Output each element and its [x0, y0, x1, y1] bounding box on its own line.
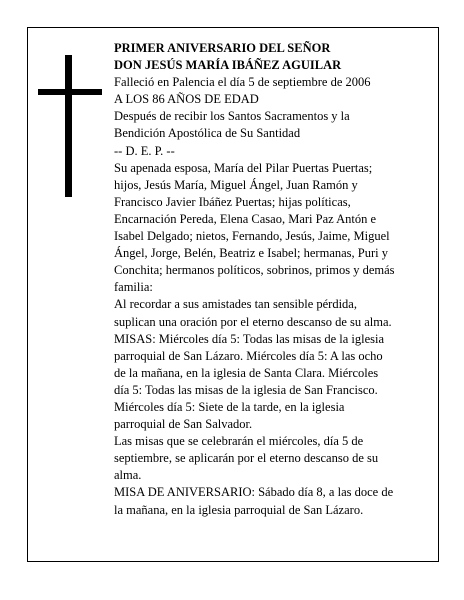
cross-icon — [38, 55, 102, 197]
death-info-line: Falleció en Palencia el día 5 de septiembre de 2006 — [114, 75, 371, 90]
notice-text — [114, 40, 426, 519]
masses-note-line-3: alma. — [114, 468, 142, 483]
masses-line-4: día 5: Todas las misas de la iglesia de San Francisco. — [114, 382, 378, 397]
family-line-8: familia: — [114, 280, 153, 295]
family-line-7: Conchita; hermanos políticos, sobrinos, primos y demás — [114, 263, 395, 278]
family-line-1: Su apenada esposa, María del Pilar Puertas Puertas; — [114, 160, 373, 175]
request-line-2: suplican una oración por el eterno descanso de su alma. — [114, 314, 392, 329]
request-line-1: Al recordar a sus amistades tan sensible pérdida, — [114, 297, 357, 312]
anniversary-mass-line-2: la mañana, en la iglesia parroquial de San Lázaro. — [114, 502, 364, 517]
age-line: A LOS 86 AÑOS DE EDAD — [114, 92, 259, 107]
family-line-5: Isabel Delgado; nietos, Fernando, Jesús, Jaime, Miguel — [114, 229, 390, 244]
masses-note-line-1: Las misas que se celebrarán el miércoles, día 5 de — [114, 434, 364, 449]
sacraments-line-1: Después de recibir los Santos Sacramentos y la — [114, 109, 350, 124]
masses-line-1: MISAS: Miércoles día 5: Todas las misas de la iglesia — [114, 331, 385, 346]
cross-vertical-bar — [65, 55, 72, 197]
notice-heading-line-1: PRIMER ANIVERSARIO DEL SEÑOR — [114, 41, 331, 55]
notice-heading-line-2: DON JESÚS MARÍA IBÁÑEZ AGUILAR — [114, 58, 342, 73]
family-line-2: hijos, Jesús María, Miguel Ángel, Juan Ramón y — [114, 177, 358, 192]
masses-line-6: parroquial de San Salvador. — [114, 417, 253, 432]
cross-horizontal-bar — [38, 89, 102, 95]
family-line-3: Francisco Javier Ibáñez Puertas; hijas políticas, — [114, 194, 351, 209]
masses-line-5: Miércoles día 5: Siete de la tarde, en la iglesia — [114, 399, 345, 414]
masses-line-2: parroquial de San Lázaro. Miércoles día 5: A las ocho — [114, 348, 383, 363]
sacraments-line-2: Bendición Apostólica de Su Santidad — [114, 126, 301, 141]
family-line-4: Encarnación Pereda, Elena Casao, Mari Paz Antón e — [114, 211, 377, 226]
anniversary-mass-line-1: MISA DE ANIVERSARIO: Sábado día 8, a las doce de — [114, 485, 394, 500]
masses-line-3: de la mañana, en la iglesia de Santa Clara. Miércoles — [114, 365, 379, 380]
rip-line: -- D. E. P. -- — [114, 143, 175, 158]
masses-note-line-2: septiembre, se aplicarán por el eterno descanso de su — [114, 451, 379, 466]
family-line-6: Ángel, Jorge, Belén, Beatriz e Isabel; hermanas, Puri y — [114, 246, 388, 261]
